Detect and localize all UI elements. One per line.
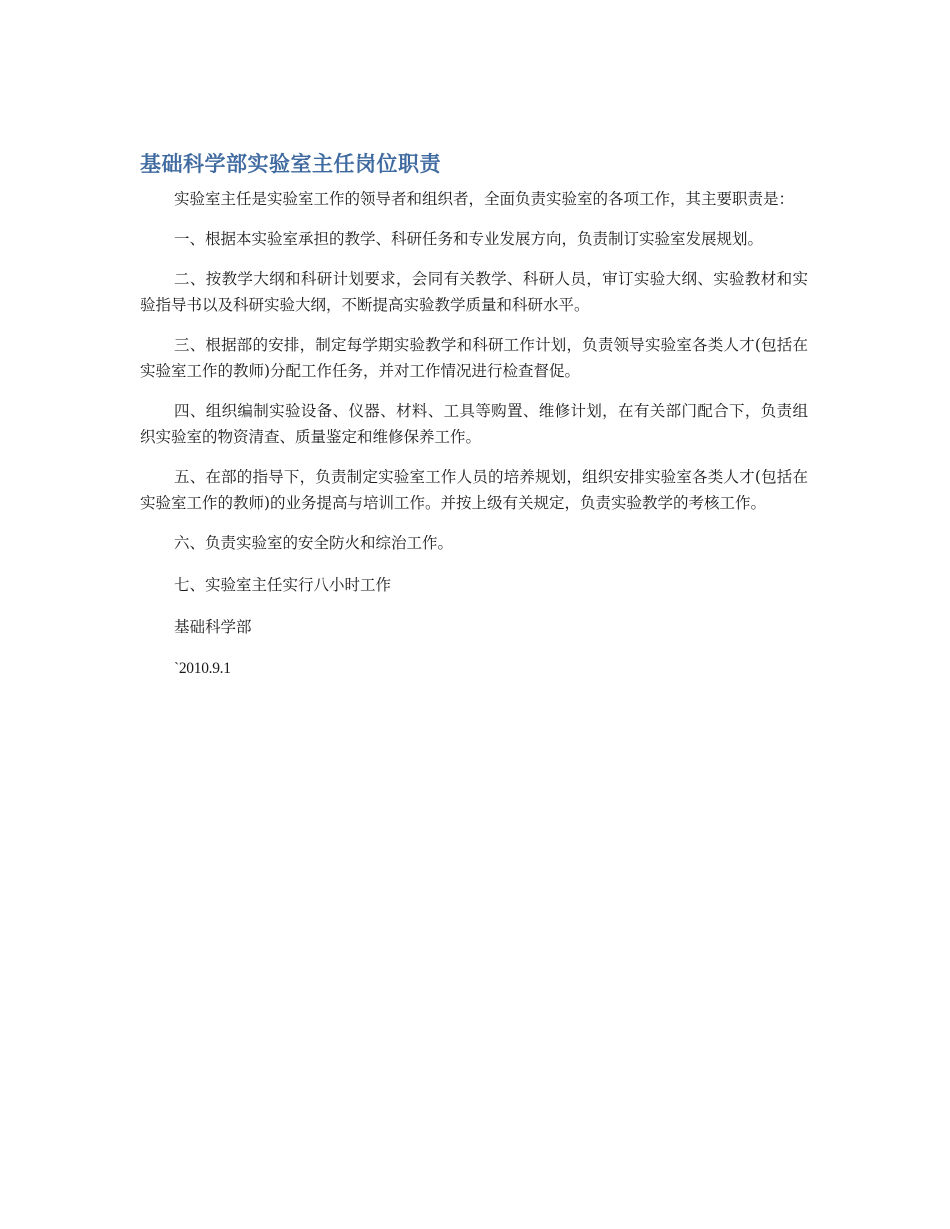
document-title: 基础科学部实验室主任岗位职责 [140,152,441,176]
duty-item-5: 五、在部的指导下，负责制定实验室工作人员的培养规划，组织安排实验室各类人才(包括在实验室工作的教师)的业务提高与培训工作。并按上级有关规定，负责实验教学的考核工作。 [140,468,808,512]
duty-item-3: 三、根据部的安排，制定每学期实验教学和科研工作计划，负责领导实验室各类人才(包括在实验室工作的教师)分配工作任务，并对工作情况进行检查督促。 [140,336,808,380]
duty-item-4: 四、组织编制实验设备、仪器、材料、工具等购置、维修计划，在有关部门配合下，负责组织实验室的物资清查、质量鉴定和维修保养工作。 [140,402,808,446]
duty-item-6: 六、负责实验室的安全防火和综治工作。 [174,534,454,552]
intro-paragraph: 实验室主任是实验室工作的领导者和组织者，全面负责实验室的各项工作，其主要职责是： [174,190,795,208]
duty-item-2: 二、按教学大纲和科研计划要求，会同有关教学、科研人员，审订实验大纲、实验教材和实验指导书以及科研实验大纲，不断提高实验教学质量和科研水平。 [140,270,808,314]
document-page [140,148,808,698]
signature-date: `2010.9.1 [174,660,231,677]
duty-item-1: 一、根据本实验室承担的教学、科研任务和专业发展方向，负责制订实验室发展规划。 [174,230,764,248]
duty-item-7: 七、实验室主任实行八小时工作 [174,576,392,594]
signature-department: 基础科学部 [174,618,252,636]
